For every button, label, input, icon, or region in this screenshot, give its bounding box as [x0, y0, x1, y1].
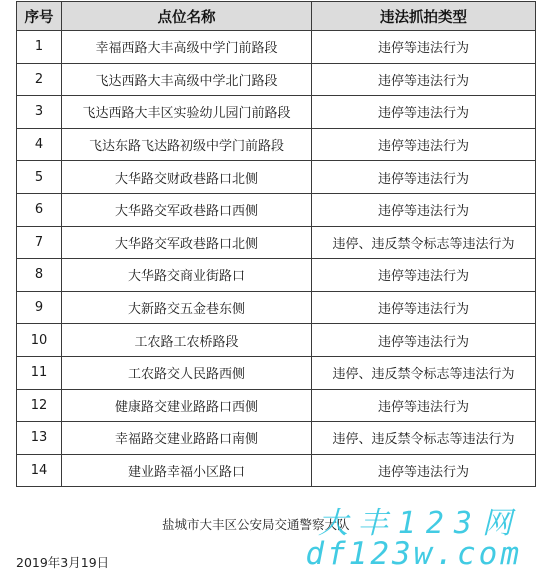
row-index: 11 [17, 356, 62, 389]
table-row [17, 226, 536, 259]
table-row [17, 63, 536, 96]
row-location: 大华路交军政巷路口北侧 [62, 226, 312, 259]
row-location: 飞达西路大丰高级中学北门路段 [62, 63, 312, 96]
row-location: 大新路交五金巷东侧 [62, 291, 312, 324]
table-row [17, 161, 536, 194]
row-violation-type: 违停等违法行为 [312, 193, 536, 226]
table-row [17, 324, 536, 357]
table-row [17, 96, 536, 129]
row-index: 14 [17, 454, 62, 487]
row-violation-type: 违停、违反禁令标志等违法行为 [312, 422, 536, 455]
table-row [17, 356, 536, 389]
row-location: 大华路交财政巷路口北侧 [62, 161, 312, 194]
row-location: 工农路交人民路西侧 [62, 356, 312, 389]
table-body [17, 31, 536, 487]
row-violation-type: 违停等违法行为 [312, 324, 536, 357]
row-index: 5 [17, 161, 62, 194]
row-index: 7 [17, 226, 62, 259]
row-index: 9 [17, 291, 62, 324]
row-location: 大华路交商业街路口 [62, 259, 312, 292]
issue-date: 2019年3月19日 [16, 555, 110, 570]
row-index: 3 [17, 96, 62, 129]
table-row [17, 31, 536, 64]
row-location: 幸福路交建业路路口南侧 [62, 422, 312, 455]
row-index: 6 [17, 193, 62, 226]
header-violation-type: 违法抓拍类型 [312, 2, 536, 31]
row-index: 10 [17, 324, 62, 357]
row-violation-type: 违停、违反禁令标志等违法行为 [312, 356, 536, 389]
table-row [17, 389, 536, 422]
header-index: 序号 [17, 2, 62, 31]
row-location: 大华路交军政巷路口西侧 [62, 193, 312, 226]
row-index: 1 [17, 31, 62, 64]
table-row [17, 193, 536, 226]
row-violation-type: 违停等违法行为 [312, 96, 536, 129]
row-index: 8 [17, 259, 62, 292]
table-row [17, 422, 536, 455]
row-location: 健康路交建业路路口西侧 [62, 389, 312, 422]
row-violation-type: 违停等违法行为 [312, 128, 536, 161]
row-index: 12 [17, 389, 62, 422]
table-row [17, 291, 536, 324]
watermark-site-name: 大丰123网 [317, 506, 522, 541]
row-violation-type: 违停等违法行为 [312, 161, 536, 194]
table-row [17, 454, 536, 487]
row-location: 工农路工农桥路段 [62, 324, 312, 357]
row-violation-type: 违停等违法行为 [312, 389, 536, 422]
row-violation-type: 违停、违反禁令标志等违法行为 [312, 226, 536, 259]
row-violation-type: 违停等违法行为 [312, 31, 536, 64]
row-violation-type: 违停等违法行为 [312, 63, 536, 96]
row-index: 4 [17, 128, 62, 161]
row-location: 幸福西路大丰高级中学门前路段 [62, 31, 312, 64]
row-index: 13 [17, 422, 62, 455]
violation-points-table [16, 1, 536, 487]
row-location: 建业路幸福小区路口 [62, 454, 312, 487]
watermark-site-url: df123w.com [305, 536, 522, 572]
row-violation-type: 违停等违法行为 [312, 291, 536, 324]
row-location: 飞达东路飞达路初级中学门前路段 [62, 128, 312, 161]
row-violation-type: 违停等违法行为 [312, 454, 536, 487]
table-row [17, 259, 536, 292]
table-header-row [17, 2, 536, 31]
row-index: 2 [17, 63, 62, 96]
row-location: 飞达西路大丰区实验幼儿园门前路段 [62, 96, 312, 129]
issuer-text: 盐城市大丰区公安局交通警察大队 [162, 517, 350, 532]
row-violation-type: 违停等违法行为 [312, 259, 536, 292]
table-row [17, 128, 536, 161]
header-location: 点位名称 [62, 2, 312, 31]
